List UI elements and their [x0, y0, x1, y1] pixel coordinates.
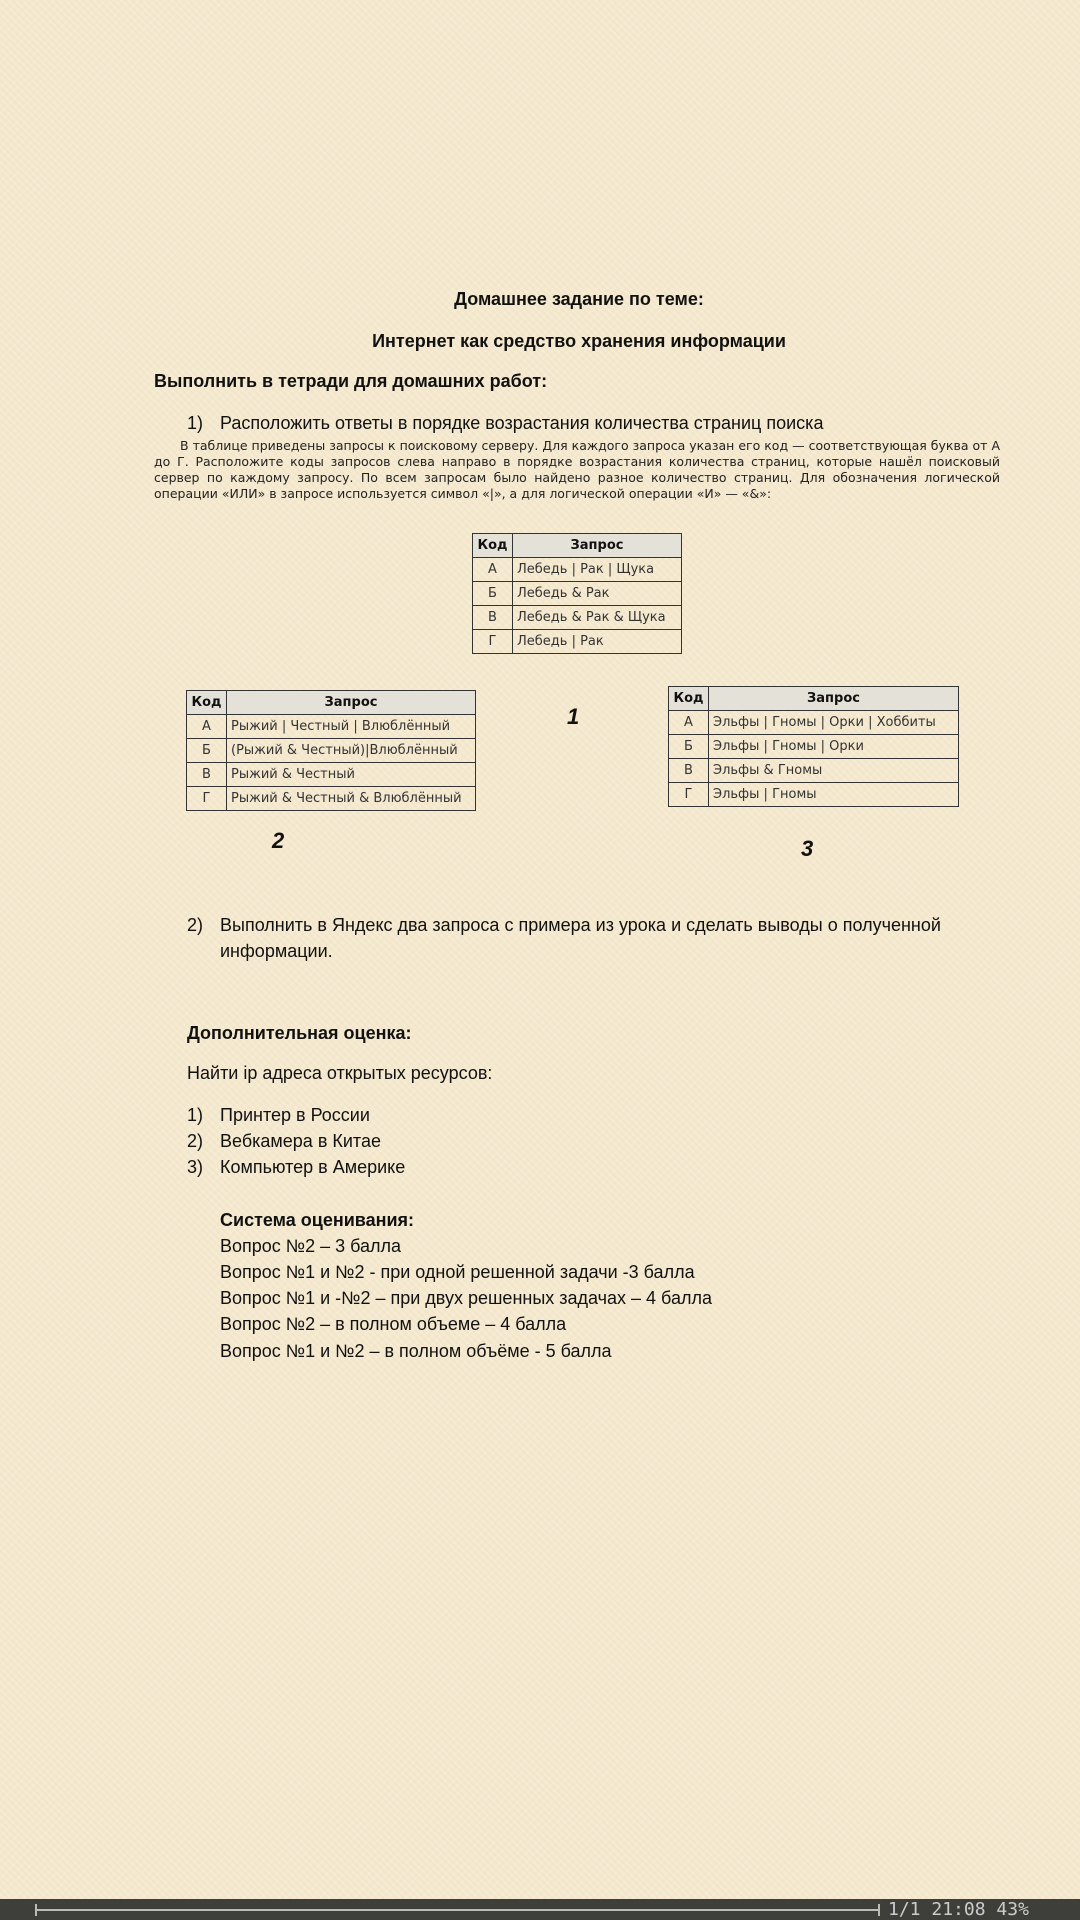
- table-row: Г Рыжий & Честный & Влюблённый: [187, 787, 476, 811]
- header-query: Запрос: [709, 687, 959, 711]
- task1-text: Расположить ответы в порядке возрастания количества страниц поиска: [220, 413, 824, 433]
- header-code: Код: [669, 687, 709, 711]
- table-row: А Эльфы | Гномы | Орки | Хоббиты: [669, 711, 959, 735]
- grading-line: Вопрос №2 – в полном объеме – 4 балла: [220, 1314, 567, 1334]
- task1-number: 1): [187, 413, 204, 433]
- task-description: В таблице приведены запросы к поисковому серверу. Для каждого запроса указан его код — соответствующая буква от А до Г. Расположите коды запросов слева направо в порядке возрастания количества страниц, которые нашёл поисковый сервер по каждому запросу. По всем запросам было найдено разное количество страниц. Для обозначения логической операции «ИЛИ» в запросе используется символ «|», а для логической операции «И» — «&»:: [154, 438, 1000, 501]
- table-row: В Лебедь & Рак & Щука: [473, 606, 682, 630]
- extra-heading: Дополнительная оценка:: [187, 1023, 412, 1043]
- battery-level: 43%: [996, 1899, 1029, 1920]
- status-text: [888, 1899, 1029, 1920]
- grading-line: Вопрос №1 и №2 – в полном объёме - 5 балла: [220, 1341, 612, 1361]
- task2-number: 2): [187, 915, 204, 935]
- table-row: Г Эльфы | Гномы: [669, 783, 959, 807]
- clock: 21:08: [931, 1899, 986, 1920]
- table-row: Б (Рыжий & Честный)|Влюблённый: [187, 739, 476, 763]
- table-label-1: 1: [567, 704, 580, 729]
- table-row: А Рыжий | Честный | Влюблённый: [187, 715, 476, 739]
- list-number: 2): [187, 1131, 204, 1151]
- table-row: А Лебедь | Рак | Щука: [473, 558, 682, 582]
- query-table-3: [668, 686, 959, 807]
- grading-line: Вопрос №2 – 3 балла: [220, 1236, 402, 1256]
- doc-title: Домашнее задание по теме:: [454, 289, 704, 309]
- header-query: Запрос: [513, 534, 682, 558]
- header-code: Код: [187, 691, 227, 715]
- header-code: Код: [473, 534, 513, 558]
- table-row: Г Лебедь | Рак: [473, 630, 682, 654]
- table-row: В Рыжий & Честный: [187, 763, 476, 787]
- grading-line: Вопрос №1 и -№2 – при двух решенных задачах – 4 балла: [220, 1288, 712, 1308]
- instruction: Выполнить в тетради для домашних работ:: [154, 371, 548, 391]
- task2-text-cont: информации.: [220, 941, 333, 961]
- header-query: Запрос: [227, 691, 476, 715]
- doc-subtitle: Интернет как средство хранения информации: [372, 331, 786, 351]
- list-item: Компьютер в Америке: [220, 1157, 406, 1177]
- query-table-2: [186, 690, 476, 811]
- table-row: Б Эльфы | Гномы | Орки: [669, 735, 959, 759]
- task2-text: Выполнить в Яндекс два запроса с примера из урока и сделать выводы о полученной: [220, 915, 941, 935]
- grading-heading: Система оценивания:: [220, 1210, 415, 1230]
- table-row: Б Лебедь & Рак: [473, 582, 682, 606]
- page-indicator: 1/1: [888, 1899, 921, 1920]
- query-table-1: [472, 533, 682, 654]
- table-label-3: 3: [801, 836, 814, 861]
- list-number: 3): [187, 1157, 204, 1177]
- list-number: 1): [187, 1105, 204, 1125]
- table-row: В Эльфы & Гномы: [669, 759, 959, 783]
- status-bar: [0, 1899, 1080, 1920]
- table-label-2: 2: [272, 828, 285, 853]
- extra-intro: Найти ip адреса открытых ресурсов:: [187, 1063, 493, 1083]
- grading-line: Вопрос №1 и №2 - при одной решенной задачи -3 балла: [220, 1262, 695, 1282]
- list-item: Принтер в России: [220, 1105, 370, 1125]
- list-item: Вебкамера в Китае: [220, 1131, 381, 1151]
- reading-progress-bar[interactable]: [35, 1909, 880, 1911]
